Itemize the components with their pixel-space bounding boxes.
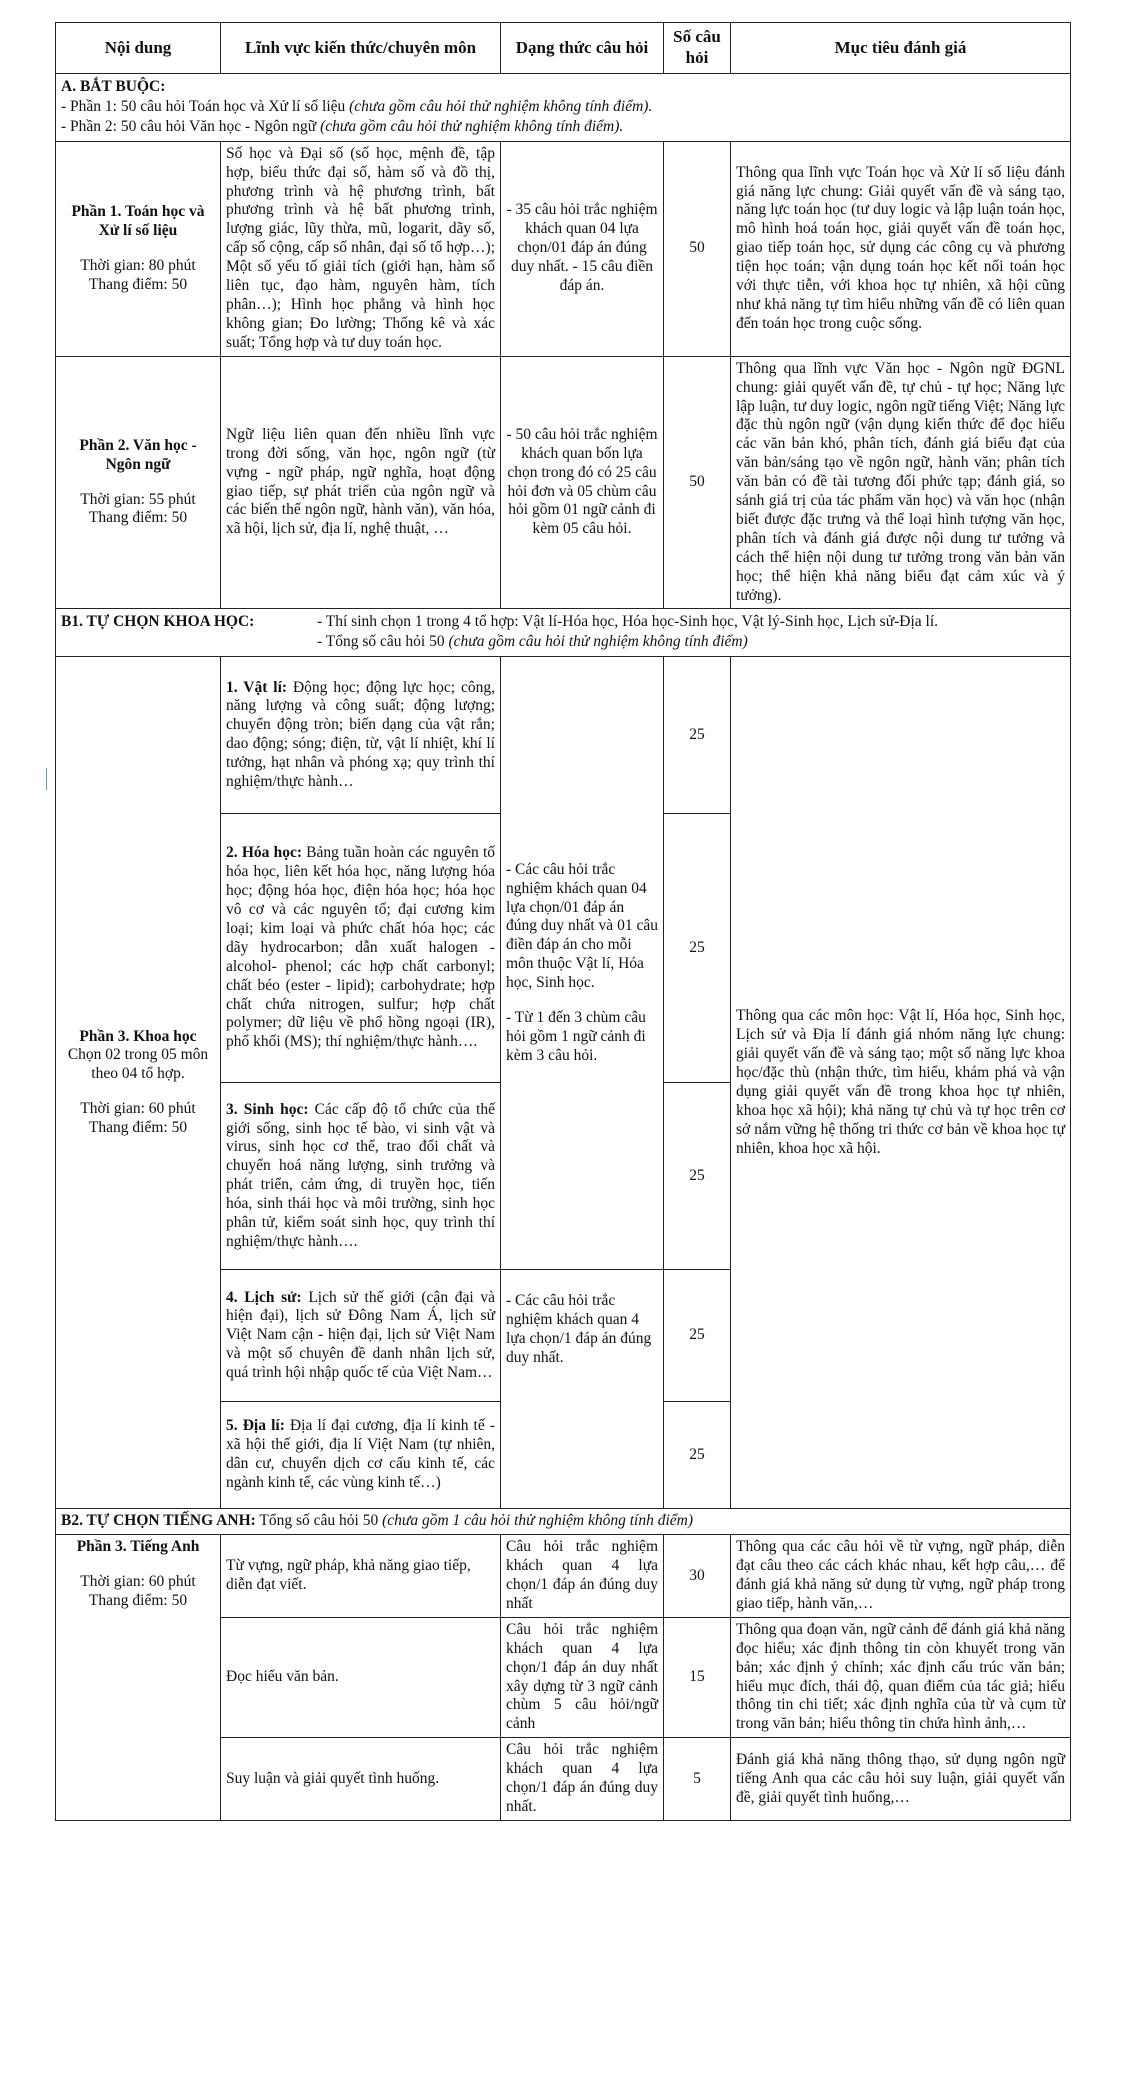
count-physics: 25 xyxy=(664,657,731,814)
format-science-1: - Các câu hỏi trắc nghiệm khách quan 04 lựa chọn/01 đáp án đúng duy nhất và 01 câu điền đáp án cho mỗi môn thuộc Vật lí, Hóa học, Sinh học. xyxy=(506,860,658,992)
part3-goal: Thông qua các môn học: Vật lí, Hóa học, Sinh học, Lịch sử và Địa lí đánh giá nhóm năng lực chung: giải quyết vấn đề và sáng tạo; một số năng lực khoa học/đặc thù (nhận thức, tìm hiểu, khám phá và vận dụng giải quyết vấn đề trong khoa học tự nhiên, khoa học xã hội); khả năng tự chủ và tự học trên cơ sở nắm vững hệ thống tri thức cơ bản về khoa học tự nhiên, khoa học xã hội. xyxy=(731,657,1071,1509)
part3en-score: Thang điểm: 50 xyxy=(88,1592,188,1609)
part1-knowledge: Số học và Đại số (số học, mệnh đề, tập hợp, biểu thức đại số, hàm số và đồ thị, phương trình và hệ phương trình, bất phương trình và hệ bất phương trình, lượng giác, lũy thừa, mũ, logarit, dãy số, cấp số cộng, cấp số nhân, đại số tổ hợp…); Một số yếu tố giải tích (giới hạn, hàm số liên tục, đạo hàm, nguyên hàm, tích phân…); Hình học phẳng và hình học không gian; Đo lường; Thống kê và xác suất; Tổng hợp và tư duy toán học. xyxy=(221,141,501,356)
part2-knowledge: Ngữ liệu liên quan đến nhiều lĩnh vực trong đời sống, văn học, ngôn ngữ (từ vựng - ngữ pháp, ngữ nghĩa, hoạt động giao tiếp, sự phát triển của ngôn ngữ và các biến thể ngôn ngữ, hành văn), văn hóa, xã hội, lịch sử, địa lí, nghệ thuật, … xyxy=(221,356,501,609)
section-b1-title: B1. TỰ CHỌN KHOA HỌC: xyxy=(61,613,255,631)
part2-score: Thang điểm: 50 xyxy=(88,509,188,527)
part1-row xyxy=(56,141,1071,356)
section-a-row xyxy=(56,74,1071,142)
count-geography: 25 xyxy=(664,1402,731,1509)
english-count-2: 15 xyxy=(664,1617,731,1737)
section-a-line2-note: (chưa gồm câu hỏi thử nghiệm không tính điểm). xyxy=(320,117,624,135)
header-knowledge: Lĩnh vực kiến thức/chuyên môn xyxy=(221,23,501,74)
english-row-1 xyxy=(56,1535,1071,1618)
part2-format: - 50 câu hỏi trắc nghiệm khách quan bốn lựa chọn trong đó có 25 câu hỏi đơn và 05 chùm câu hỏi gồm 01 ngữ cảnh đi kèm 05 câu hỏi. xyxy=(501,356,664,609)
part1-count: 50 xyxy=(664,141,731,356)
part2-time: Thời gian: 55 phút xyxy=(80,490,196,508)
part3-name: Phần 3. Khoa học xyxy=(79,1027,197,1045)
header-count: Số câu hỏi xyxy=(664,23,731,74)
part1-name: Phần 1. Toán học và Xử lí số liệu xyxy=(71,202,205,239)
subject-chemistry: 2. Hóa học: Bảng tuần hoàn các nguyên tố hóa học, liên kết hóa học, năng lượng hóa học; động hóa học, điện hóa học; hóa học vô cơ và các nguyên tố; đại cương kim loại; kim loại và phức chất hóa học; các dãy hydrocarbon; dẫn xuất halogen - alcohol- phenol; các hợp chất carbonyl; chất béo (ester - lipid); carbohydrate; hợp chất chứa nitrogen, sulfur; hợp chất polymer; dữ liệu về phổ hồng ngoại (IR), phổ khối (MS); thí nghiệm/thực hành…. xyxy=(221,814,501,1083)
format-science-2: - Từ 1 đến 3 chùm câu hỏi gồm 1 ngữ cảnh đi kèm 3 câu hỏi. xyxy=(506,1009,646,1064)
english-knowledge-3: Suy luận và giải quyết tình huống. xyxy=(221,1738,501,1821)
count-history: 25 xyxy=(664,1270,731,1402)
part2-name: Phần 2. Văn học - Ngôn ngữ xyxy=(79,436,197,473)
section-b1-row xyxy=(56,609,1071,657)
english-count-1: 30 xyxy=(664,1535,731,1618)
section-a xyxy=(56,74,1071,142)
english-goal-2: Thông qua đoạn văn, ngữ cảnh để đánh giá khả năng đọc hiểu; xác định thông tin còn khuyết trong văn bản; xác định ý chính; xác định cấu trúc văn bản; hiểu mục đích, thái độ, quan điểm của tác giả; hiểu thông tin chi tiết; xác định nghĩa của từ và cụm từ trong văn bản; hiểu thông tin chứa hình ảnh,… xyxy=(731,1617,1071,1737)
section-b1-line1: - Thí sinh chọn 1 trong 4 tổ hợp: Vật lí-Hóa học, Hóa học-Sinh học, Vật lý-Sinh học, Lịch sử-Địa lí. xyxy=(317,613,939,631)
part1-format: - 35 câu hỏi trắc nghiệm khách quan 04 lựa chọn/01 đáp án đúng duy nhất. - 15 câu điền đáp án. xyxy=(501,141,664,356)
part3-cell xyxy=(56,657,221,1509)
part2-count: 50 xyxy=(664,356,731,609)
part1-cell xyxy=(56,141,221,356)
part3en-name: Phần 3. Tiếng Anh xyxy=(76,1538,200,1556)
section-a-line1: - Phần 1: 50 câu hỏi Toán học và Xử lí số liệu xyxy=(61,97,346,115)
part3-score: Thang điểm: 50 xyxy=(88,1119,188,1137)
english-format-3: Câu hỏi trắc nghiệm khách quan 4 lựa chọn/1 đáp án đúng duy nhất. xyxy=(501,1738,664,1821)
english-knowledge-2: Đọc hiểu văn bản. xyxy=(221,1617,501,1737)
part1-score: Thang điểm: 50 xyxy=(88,275,188,293)
section-b1-line2: - Tổng số câu hỏi 50 xyxy=(317,633,445,651)
part2-row xyxy=(56,356,1071,609)
margin-mark xyxy=(46,768,47,790)
section-b2-title: B2. TỰ CHỌN TIẾNG ANH: xyxy=(61,1512,256,1530)
english-goal-1: Thông qua các câu hỏi về từ vựng, ngữ pháp, diễn đạt câu theo các cách khác nhau, kết hợp câu,… để đánh giá khả năng sử dụng từ vựng, ngữ pháp trong giao tiếp, hành văn,… xyxy=(731,1535,1071,1618)
subject-physics: 1. Vật lí: Động học; động lực học; công, năng lượng và công suất; động lượng; chuyển động tròn; biến dạng của vật rắn; dao động; sóng; điện, từ, vật lí nhiệt, khí lí tưởng, hạt nhân và phóng xạ; quy trình thí nghiệm/thực hành… xyxy=(221,657,501,814)
subject-geography: 5. Địa lí: Địa lí đại cương, địa lí kinh tế - xã hội thế giới, địa lí Việt Nam (tự nhiên, dân cư, chuyển dịch cơ cấu kinh tế, các ngành kinh tế, các vùng kinh tế…) xyxy=(221,1402,501,1509)
part3en-time: Thời gian: 60 phút xyxy=(80,1573,196,1591)
part2-goal: Thông qua lĩnh vực Văn học - Ngôn ngữ ĐGNL chung: giải quyết vấn đề, tự chủ - tự học; Năng lực lập luận, tư duy logic, ngôn ngữ tiếng Việt; Năng lực đặc thù ngôn ngữ (vận dụng kiến thức để đọc hiểu các văn bản khó, phân tích, đánh giá biểu đạt của văn bản/sáng tạo về ngôn ngữ, hành văn; phân tích văn bản có đề tài tương đối phức tạp; đánh giá, so sánh giá trị của tác phẩm văn học) và văn học (nhận biết được đặc trưng và thể loại hình tượng văn học, phân tích và đánh giá được nội dung tư tưởng và cách thể hiện nội dung tư tưởng trong văn bản văn học; thể hiện khả năng biểu đạt cảm xúc và ý tưởng). xyxy=(731,356,1071,609)
count-biology: 25 xyxy=(664,1083,731,1270)
section-a-title: A. BẮT BUỘC: xyxy=(61,78,166,95)
format-social: - Các câu hỏi trắc nghiệm khách quan 4 lựa chọn/1 đáp án đúng duy nhất. xyxy=(501,1270,664,1509)
part3-choose: Chọn 02 trong 05 môn theo 04 tổ hợp. xyxy=(67,1046,209,1083)
subject-history: 4. Lịch sử: Lịch sử thế giới (cận đại và hiện đại), lịch sử Đông Nam Á, lịch sử Việt Nam cận - hiện đại, lịch sử Việt Nam và một số chuyên đề danh nhân lịch sử, quá trình hội nhập quốc tế của Việt Nam… xyxy=(221,1270,501,1402)
section-a-line2: - Phần 2: 50 câu hỏi Văn học - Ngôn ngữ xyxy=(61,117,317,135)
header-goal: Mục tiêu đánh giá xyxy=(731,23,1071,74)
section-b2-note: (chưa gồm 1 câu hỏi thử nghiệm không tính điểm) xyxy=(382,1512,694,1530)
section-b2-row xyxy=(56,1509,1071,1535)
section-b1 xyxy=(56,609,1071,657)
english-knowledge-1: Từ vựng, ngữ pháp, khả năng giao tiếp, diễn đạt viết. xyxy=(221,1535,501,1618)
part2-cell xyxy=(56,356,221,609)
part3en-cell xyxy=(56,1535,221,1821)
part3-time: Thời gian: 60 phút xyxy=(80,1100,196,1118)
part1-goal: Thông qua lĩnh vực Toán học và Xử lí số liệu đánh giá năng lực chung: Giải quyết vấn đề và sáng tạo, năng lực toán học (tư duy logic và lập luận toán học, mô hình hoá toán học, giải quyết vấn đề toán học, giao tiếp toán học, sử dụng các công cụ và phương tiện học toán; vận dụng toán học kết nối toán học với thực tiễn, với khoa học tự nhiên, xã hội cũng như khả năng tự tìm hiểu những vấn đề có liên quan đến toán học trong cuộc sống. xyxy=(731,141,1071,356)
section-b2 xyxy=(56,1509,1071,1535)
section-a-line1-note: (chưa gồm câu hỏi thử nghiệm không tính điểm). xyxy=(349,97,653,115)
count-chemistry: 25 xyxy=(664,814,731,1083)
header-format: Dạng thức câu hỏi xyxy=(501,23,664,74)
header-row xyxy=(56,23,1071,74)
subject-biology: 3. Sinh học: Các cấp độ tổ chức của thế giới sống, sinh học tế bào, vi sinh vật và virus, sinh học cơ thể, trao đổi chất và chuyển hoá năng lượng, sinh trưởng và phát triển, cảm ứng, di truyền học, tiến hóa, sinh thái học và môi trường, sinh học phân tử, kiểm soát sinh học, quy trình thí nghiệm/thực hành…. xyxy=(221,1083,501,1270)
science-row-physics xyxy=(56,657,1071,814)
english-goal-3: Đánh giá khả năng thông thạo, sử dụng ngôn ngữ tiếng Anh qua các câu hỏi suy luận, giải quyết vấn đề, giải quyết tình huống,… xyxy=(731,1738,1071,1821)
header-content: Nội dung xyxy=(56,23,221,74)
format-science xyxy=(501,657,664,1270)
english-format-2: Câu hỏi trắc nghiệm khách quan 4 lựa chọn/1 đáp án duy nhất xây dựng từ 3 ngữ cảnh chùm 5 câu hỏi/ngữ cảnh xyxy=(501,1617,664,1737)
english-format-1: Câu hỏi trắc nghiệm khách quan 4 lựa chọn/1 đáp án đúng duy nhất xyxy=(501,1535,664,1618)
section-b2-line: Tổng số câu hỏi 50 xyxy=(255,1512,379,1530)
part1-time: Thời gian: 80 phút xyxy=(80,256,196,274)
english-count-3: 5 xyxy=(664,1738,731,1821)
section-b1-line2-note: (chưa gồm câu hỏi thử nghiệm không tính điểm) xyxy=(448,633,748,651)
exam-structure-table xyxy=(55,22,1071,1821)
